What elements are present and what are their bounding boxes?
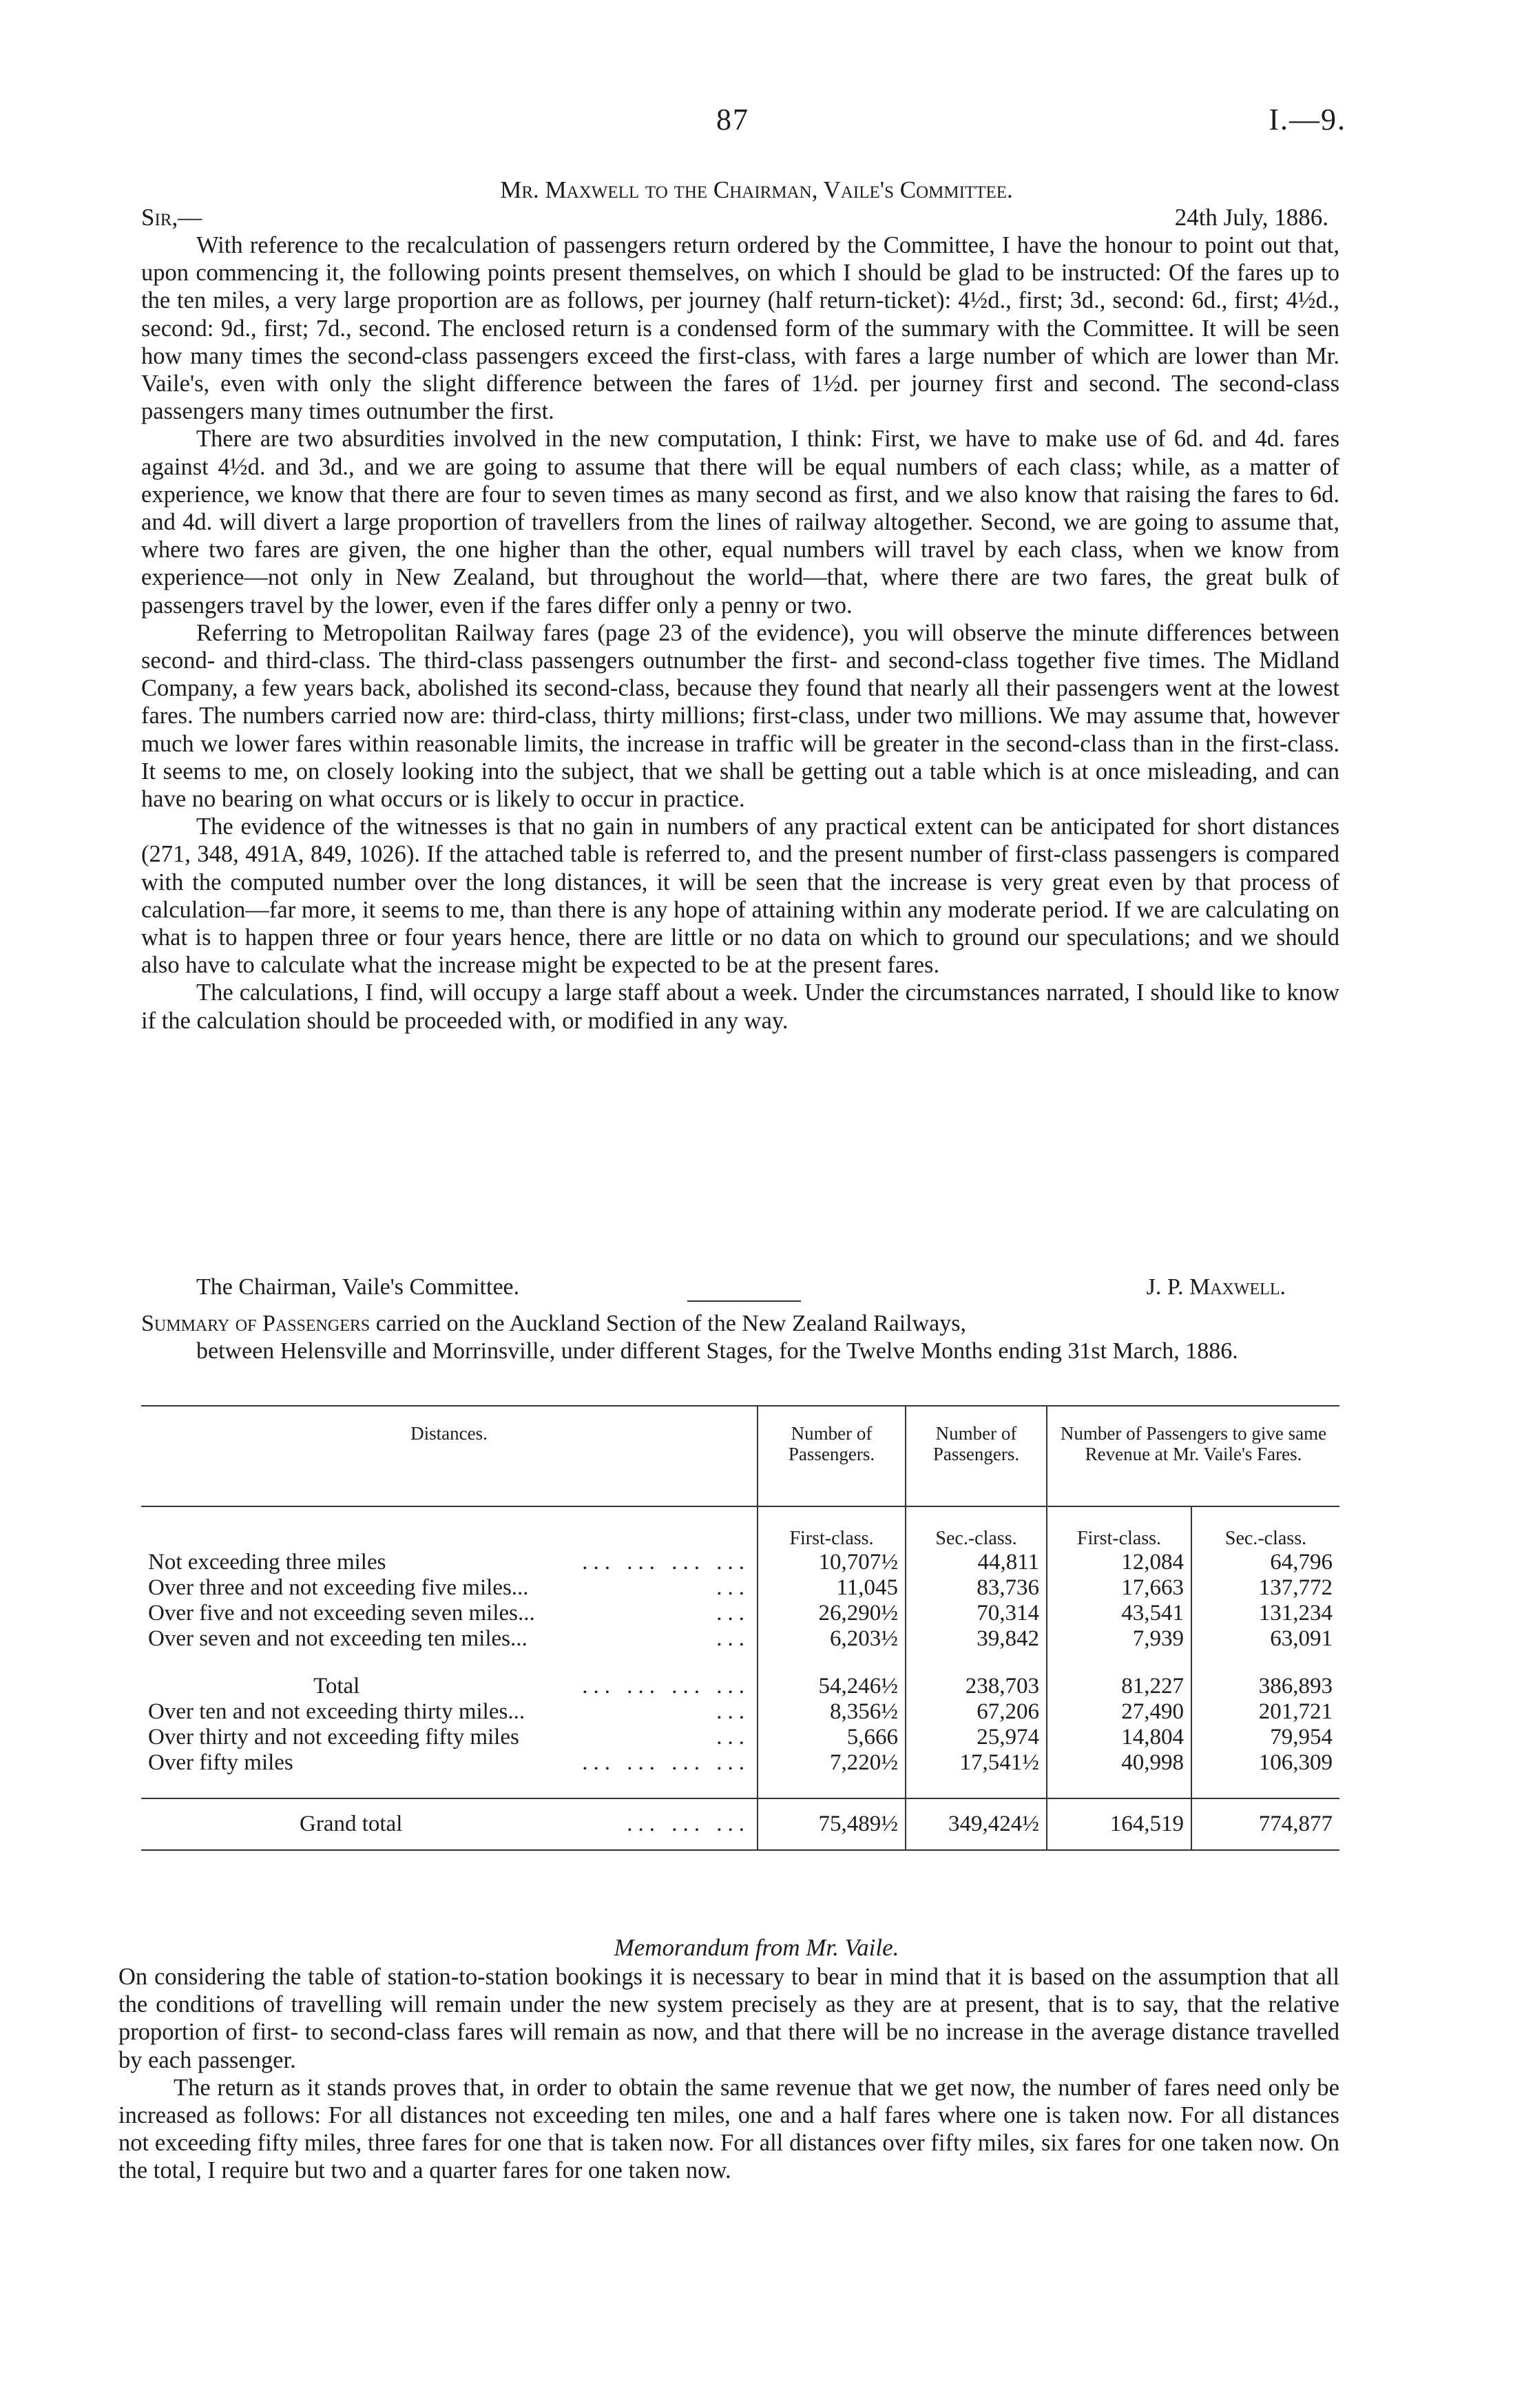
cell-vaile-first: 14,804 bbox=[1047, 1725, 1191, 1750]
cell-second-class: 349,424½ bbox=[906, 1798, 1047, 1850]
summary-caption bbox=[141, 1310, 1339, 1365]
header-number-passengers: Number of Passengers. bbox=[906, 1406, 1047, 1506]
cell-vaile-second: 79,954 bbox=[1191, 1725, 1339, 1750]
cell-vaile-second: 63,091 bbox=[1191, 1626, 1339, 1652]
cell-second-class: 67,206 bbox=[906, 1699, 1047, 1725]
row-label: Over seven and not exceeding ten miles... bbox=[148, 1626, 528, 1651]
letter-title: Mr. Maxwell to the Chairman, Vaile's Committee. bbox=[500, 176, 1013, 203]
cell-vaile-second: 106,309 bbox=[1191, 1750, 1339, 1776]
cell-second-class: 17,541½ bbox=[906, 1750, 1047, 1776]
summary-caption-lead: Summary of Passengers bbox=[141, 1311, 371, 1336]
leader-dots: ... bbox=[716, 1626, 750, 1651]
cell-first-class: 7,220½ bbox=[758, 1750, 906, 1776]
cell-first-class: 6,203½ bbox=[758, 1626, 906, 1652]
leader-dots: ... ... ... ... bbox=[582, 1750, 750, 1775]
letter-paragraph: With reference to the recalculation of passengers return ordered by the Committee, I have the honour to point out that, upon commencing it, the following points present themselves, on which I should be glad to be instructed: Of the fares up to the ten miles, a very large proportion are as follows, per journey (half return-ticket): 4½d., first; 3d., second: 6d., first; 4½d., second: 9d., first; 7d., second. The enclosed return is a condensed form of the summary with the Committee. It will be seen how many times the second-class passengers exceed the first-class, with fares a large number of which are lower than Mr. Vaile's, even with only the slight difference between the fares of 1½d. per journey first and second. The second-class passengers many times outnumber the first. bbox=[141, 232, 1339, 425]
leader-dots: ... bbox=[716, 1699, 750, 1724]
cell-vaile-first: 7,939 bbox=[1047, 1626, 1191, 1652]
page-number: 87 bbox=[716, 103, 749, 136]
cell-vaile-second: 131,234 bbox=[1191, 1601, 1339, 1626]
cell-second-class: 70,314 bbox=[906, 1601, 1047, 1626]
cell-second-class: 25,974 bbox=[906, 1725, 1047, 1750]
memo-paragraph: On considering the table of station-to-station bookings it is necessary to bear in mind that it is based on the assumption that all the conditions of travelling will remain under the new system precisely as they are at present, that is to say, that the relative proportion of first- to second-class fares will remain as now, and that there will be no increase in the average distance travelled by each passenger. bbox=[118, 1964, 1339, 2073]
table-row bbox=[141, 1699, 1339, 1725]
cell-first-class: 8,356½ bbox=[758, 1699, 906, 1725]
letter-paragraph: The calculations, I find, will occupy a large staff about a week. Under the circumstances narrated, I should like to know if the calculation should be proceeded with, or modified in any way. bbox=[141, 979, 1339, 1034]
cell-second-class: 83,736 bbox=[906, 1575, 1047, 1601]
leader-dots: ... bbox=[716, 1575, 750, 1600]
section-divider bbox=[687, 1300, 801, 1302]
row-label: Over three and not exceeding five miles... bbox=[148, 1575, 529, 1600]
leader-dots: ... bbox=[716, 1601, 750, 1626]
memo-body bbox=[118, 1963, 1339, 2185]
leader-dots: ... bbox=[716, 1725, 750, 1750]
cell-vaile-second: 201,721 bbox=[1191, 1699, 1339, 1725]
leader-dots: ... ... ... bbox=[627, 1812, 750, 1836]
letter-paragraph: There are two absurdities involved in the new computation, I think: First, we have to make use of 6d. and 4d. fares against 4½d. and 3d., and we are going to assume that there will be equal numbers of each class; while, as a matter of experience, we know that there are four to seven times as many second as first, and we also know that raising the fares to 6d. and 4d. will divert a large proportion of travellers from the lines of railway altogether. Second, we are going to assume that, where two fares are given, the one higher than the other, equal numbers will travel by each class, when we know from experience—not only in New Zealand, but throughout the world—that, where there are two fares, the great bulk of passengers travel by the lower, even if the fares differ only a penny or two. bbox=[141, 426, 1339, 619]
cell-first-class: 5,666 bbox=[758, 1725, 906, 1750]
letter-date: 24th July, 1886. bbox=[1174, 204, 1328, 231]
cell-vaile-first: 27,490 bbox=[1047, 1699, 1191, 1725]
cell-second-class: 44,811 bbox=[906, 1550, 1047, 1575]
cell-vaile-second: 386,893 bbox=[1191, 1674, 1339, 1699]
row-label: Not exceeding three miles bbox=[148, 1550, 386, 1575]
cell-first-class: 75,489½ bbox=[758, 1798, 906, 1850]
table-row bbox=[141, 1725, 1339, 1750]
cell-second-class: 39,842 bbox=[906, 1626, 1047, 1652]
cell-vaile-first: 164,519 bbox=[1047, 1798, 1191, 1850]
cell-vaile-first: 17,663 bbox=[1047, 1575, 1191, 1601]
subheader-cell: First-class. bbox=[1047, 1506, 1191, 1550]
subheader-cell: First-class. bbox=[758, 1506, 906, 1550]
letter-salutation: Sir,— bbox=[141, 204, 202, 231]
table-subheader-row bbox=[141, 1506, 1339, 1550]
row-label: Over ten and not exceeding thirty miles... bbox=[148, 1699, 525, 1724]
summary-table bbox=[141, 1405, 1339, 1851]
cell-vaile-first: 40,998 bbox=[1047, 1750, 1191, 1776]
subheader-cell: Sec.-class. bbox=[906, 1506, 1047, 1550]
cell-vaile-second: 774,877 bbox=[1191, 1798, 1339, 1850]
cell-vaile-second: 64,796 bbox=[1191, 1550, 1339, 1575]
header-vaile-fares: Number of Passengers to give same Revenue at Mr. Vaile's Fares. bbox=[1047, 1406, 1339, 1506]
cell-vaile-first: 81,227 bbox=[1047, 1674, 1191, 1699]
table-row bbox=[141, 1601, 1339, 1626]
subheader-cell: Sec.-class. bbox=[1191, 1506, 1339, 1550]
total-row bbox=[141, 1674, 1339, 1699]
cell-vaile-first: 43,541 bbox=[1047, 1601, 1191, 1626]
header-number-passengers: Number of Passengers. bbox=[758, 1406, 906, 1506]
leader-dots: ... ... ... ... bbox=[582, 1674, 750, 1699]
summary-caption-rest: carried on the Auckland Section of the New Zealand Railways, bbox=[375, 1311, 967, 1336]
letter-paragraph: The evidence of the witnesses is that no gain in numbers of any practical extent can be anticipated for short distances (271, 348, 491A, 849, 1026). If the attached table is referred to, and the present number of first-class passengers is compared with the computed number over the long distances, it will be seen that the increase is very great even by that process of calculation—far more, it seems to me, than there is any hope of attaining within any moderate period. If we are calculating on what is to happen three or four years hence, there are little or no data on which to ground our speculations; and we should also have to calculate what the increase might be expected to be at the present fares. bbox=[141, 813, 1339, 979]
table-header-row bbox=[141, 1406, 1339, 1506]
table-row bbox=[141, 1550, 1339, 1575]
memo-title: Memorandum from Mr. Vaile. bbox=[614, 1934, 899, 1961]
row-label: Over five and not exceeding seven miles... bbox=[148, 1601, 535, 1626]
letter-body bbox=[141, 231, 1339, 1035]
document-reference: I.—9. bbox=[1269, 103, 1346, 136]
row-label: Over fifty miles bbox=[148, 1750, 293, 1775]
row-label: Grand total bbox=[300, 1812, 403, 1836]
cell-first-class: 10,707½ bbox=[758, 1550, 906, 1575]
cell-second-class: 238,703 bbox=[906, 1674, 1047, 1699]
row-label: Over thirty and not exceeding fifty miles bbox=[148, 1725, 519, 1750]
table-row bbox=[141, 1626, 1339, 1652]
grand-total-row bbox=[141, 1798, 1339, 1850]
cell-first-class: 26,290½ bbox=[758, 1601, 906, 1626]
cell-vaile-first: 12,084 bbox=[1047, 1550, 1191, 1575]
letter-addressee: The Chairman, Vaile's Committee. bbox=[196, 1274, 520, 1300]
row-label: Total bbox=[313, 1674, 360, 1699]
table-row bbox=[141, 1750, 1339, 1776]
memo-paragraph: The return as it stands proves that, in order to obtain the same revenue that we get now, the number of fares need only be increased as follows: For all distances not exceeding ten miles, one and a half fares where one is taken now. For all distances not exceeding fifty miles, three fares for one that is taken now. For all distances over fifty miles, six fares for one taken now. On the total, I require but two and a quarter fares for one taken now. bbox=[118, 2074, 1339, 2184]
leader-dots: ... ... ... ... bbox=[582, 1550, 750, 1575]
header-distances: Distances. bbox=[141, 1406, 758, 1506]
cell-vaile-second: 137,772 bbox=[1191, 1575, 1339, 1601]
letter-signature: J. P. Maxwell. bbox=[1146, 1274, 1286, 1300]
summary-caption-continuation: between Helensville and Morrinsville, under different Stages, for the Twelve Months ending 31st March, 1886. bbox=[196, 1338, 1238, 1364]
table-row bbox=[141, 1575, 1339, 1601]
letter-paragraph: Referring to Metropolitan Railway fares (page 23 of the evidence), you will observe the minute differences between second- and third-class. The third-class passengers outnumber the first- and second-class together five times. The Midland Company, a few years back, abolished its second-class, because they found that nearly all their passengers went at the lowest fares. The numbers carried now are: third-class, thirty millions; first-class, under two millions. We may assume that, however much we lower fares within reasonable limits, the increase in traffic will be greater in the second-class than in the first-class. It seems to me, on closely looking into the subject, that we shall be getting out a table which is at once misleading, and can have no bearing on what occurs or is likely to occur in practice. bbox=[141, 619, 1339, 813]
cell-first-class: 11,045 bbox=[758, 1575, 906, 1601]
cell-first-class: 54,246½ bbox=[758, 1674, 906, 1699]
